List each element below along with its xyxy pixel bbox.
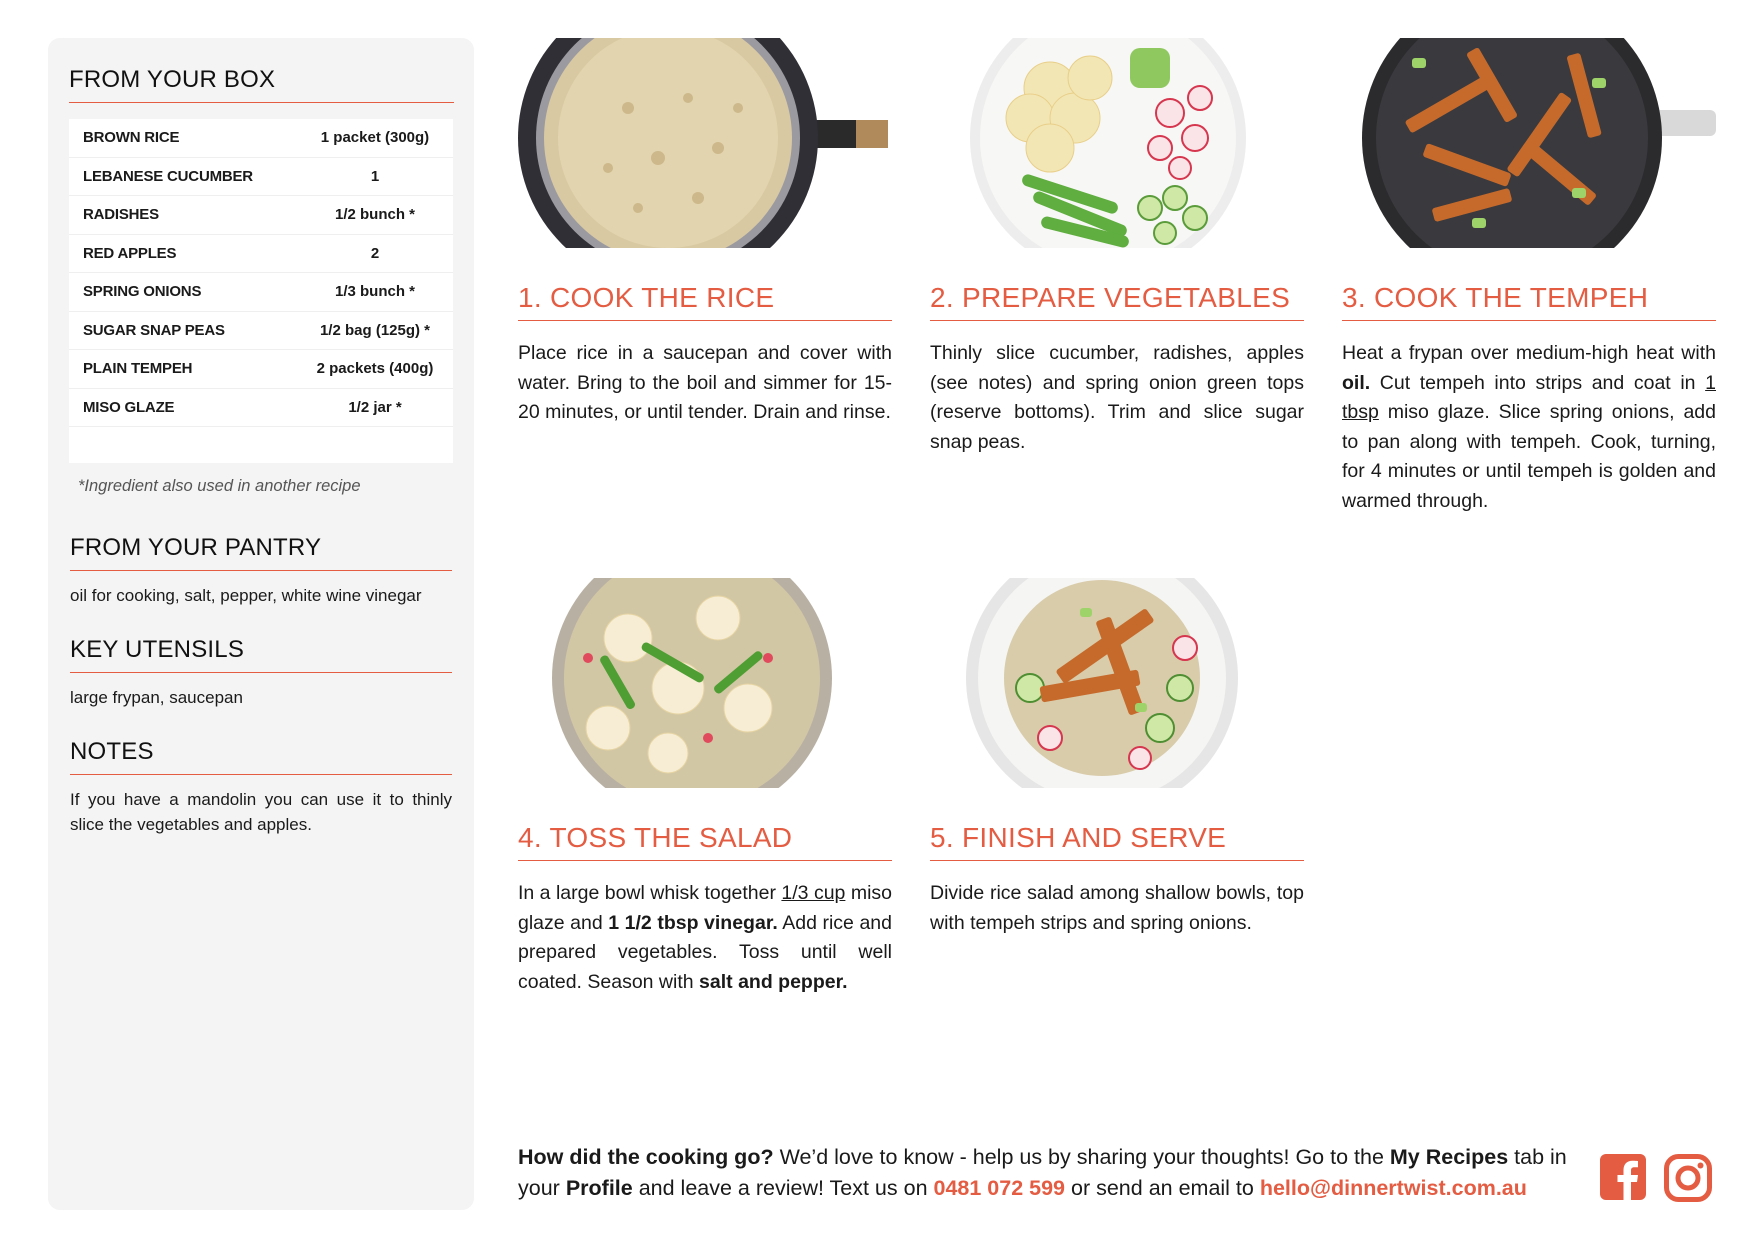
ingredient-qty: 2 packets (400g) <box>316 360 434 378</box>
step-1-photo <box>518 38 892 248</box>
ingredient-qty: 1/2 jar * <box>348 398 402 416</box>
step-5-title: 5. FINISH AND SERVE <box>930 822 1304 861</box>
step-3 <box>1342 38 1716 516</box>
utensils-section <box>70 636 452 710</box>
text-run: How did the cooking go? <box>518 1145 774 1169</box>
text-run: 1 1/2 tbsp vinegar. <box>608 911 778 934</box>
instagram-link[interactable] <box>1664 1154 1712 1202</box>
text-run: Heat a frypan over medium-high heat with <box>1342 342 1716 364</box>
text-run: We’d love to know - help us by sharing your thoughts! Go to the <box>773 1145 1390 1169</box>
facebook-link[interactable] <box>1600 1154 1646 1200</box>
step-5-photo <box>930 578 1304 788</box>
step-3-text <box>1342 339 1716 516</box>
step-2 <box>930 38 1304 457</box>
step-5-text <box>930 879 1304 938</box>
finished-dish-image <box>930 578 1304 788</box>
ingredients-table <box>69 119 453 463</box>
text-run: Divide rice salad among shallow bowls, top with tempeh strips and spring onions. <box>930 882 1304 934</box>
step-2-text <box>930 339 1304 457</box>
step-1-text <box>518 339 892 428</box>
tossed-salad-image <box>518 578 892 788</box>
from-your-box-heading: FROM YOUR BOX <box>69 66 454 103</box>
ingredients-sidebar <box>48 38 474 1210</box>
instagram-icon <box>1664 1154 1712 1202</box>
text-run: Profile <box>565 1176 633 1200</box>
contact-link[interactable]: 0481 072 599 <box>933 1176 1066 1200</box>
ingredient-qty: 1 packet (300g) <box>320 129 430 147</box>
step-4 <box>518 578 892 997</box>
pantry-section <box>70 534 452 608</box>
step-1-title: 1. COOK THE RICE <box>518 282 892 321</box>
ingredient-name: RADISHES <box>83 206 159 224</box>
text-run: Place rice in a saucepan and cover with water. Bring to the boil and simmer for 15-20 minutes, or until tender. Drain and rinse. <box>518 342 892 423</box>
utensils-text: large frypan, saucepan <box>70 688 243 707</box>
step-5 <box>930 578 1304 938</box>
step-2-title: 2. PREPARE VEGETABLES <box>930 282 1304 321</box>
ingredient-name: MISO GLAZE <box>83 398 175 416</box>
step-4-photo <box>518 578 892 788</box>
notes-heading: NOTES <box>70 738 452 775</box>
text-run: 1 tbsp <box>1342 371 1716 423</box>
feedback-message <box>518 1142 1578 1204</box>
step-3-photo <box>1342 38 1716 248</box>
text-run: 1/3 cup <box>781 882 846 904</box>
pantry-text: oil for cooking, salt, pepper, white wine vinegar <box>70 586 422 605</box>
ingredient-qty: 1/3 bunch * <box>334 283 416 301</box>
step-4-text <box>518 879 892 997</box>
ingredient-qty: 1/2 bunch * <box>334 206 416 224</box>
from-your-pantry-heading: FROM YOUR PANTRY <box>70 534 452 571</box>
text-run: miso glaze. Slice spring onions, add to pan along with tempeh. Cook, turning, for 4 minutes or until tempeh is golden and warmed through. <box>1342 401 1716 512</box>
ingredient-row <box>69 119 453 158</box>
ingredient-name: LEBANESE CUCUMBER <box>83 167 253 185</box>
ingredient-name: SPRING ONIONS <box>83 283 202 301</box>
text-run: Thinly slice cucumber, radishes, apples (see notes) and spring onion green tops (reserve bottoms). Trim and slice sugar snap peas. <box>930 342 1304 453</box>
ingredient-footnote: *Ingredient also used in another recipe <box>78 477 361 495</box>
ingredient-qty: 1 <box>370 167 380 185</box>
ingredient-qty: 1/2 bag (125g) * <box>319 321 431 339</box>
ingredient-name: PLAIN TEMPEH <box>83 360 193 378</box>
ingredient-name: RED APPLES <box>83 244 177 262</box>
notes-text: If you have a mandolin you can use it to thinly slice the vegetables and apples. <box>70 790 452 834</box>
text-run: Add rice and prepared vegetables. Toss until well coated. Season with <box>518 911 892 993</box>
contact-link[interactable]: hello@dinnertwist.com.au <box>1259 1176 1527 1200</box>
text-run: In a large bowl whisk together <box>518 882 782 904</box>
text-run: and leave a review! Text us on <box>632 1176 934 1200</box>
ingredient-row <box>69 273 453 312</box>
sliced-vegetables-image <box>930 38 1304 248</box>
step-2-photo <box>930 38 1304 248</box>
rice-in-strainer-image <box>518 38 892 248</box>
notes-section <box>70 738 452 837</box>
ingredient-row <box>69 158 453 197</box>
ingredient-name: SUGAR SNAP PEAS <box>83 321 225 339</box>
ingredient-name: BROWN RICE <box>83 129 180 147</box>
key-utensils-heading: KEY UTENSILS <box>70 636 452 673</box>
step-1 <box>518 38 892 428</box>
text-run: tab in your <box>518 1145 1567 1200</box>
ingredient-row <box>69 235 453 274</box>
facebook-icon <box>1600 1154 1646 1200</box>
ingredient-row <box>69 389 453 428</box>
step-3-title: 3. COOK THE TEMPEH <box>1342 282 1716 321</box>
text-run: My Recipes <box>1389 1145 1509 1169</box>
text-run: or send an email to <box>1065 1176 1260 1200</box>
text-run: salt and pepper. <box>699 970 848 993</box>
ingredient-row <box>69 196 453 235</box>
ingredient-row <box>69 350 453 389</box>
ingredient-qty: 2 <box>370 244 380 262</box>
tempeh-in-frypan-image <box>1342 38 1716 248</box>
text-run: miso glaze and <box>518 882 892 934</box>
step-4-title: 4. TOSS THE SALAD <box>518 822 892 861</box>
text-run: Cut tempeh into strips and coat in <box>1370 371 1706 394</box>
text-run: oil. <box>1342 371 1371 394</box>
ingredient-row <box>69 312 453 351</box>
